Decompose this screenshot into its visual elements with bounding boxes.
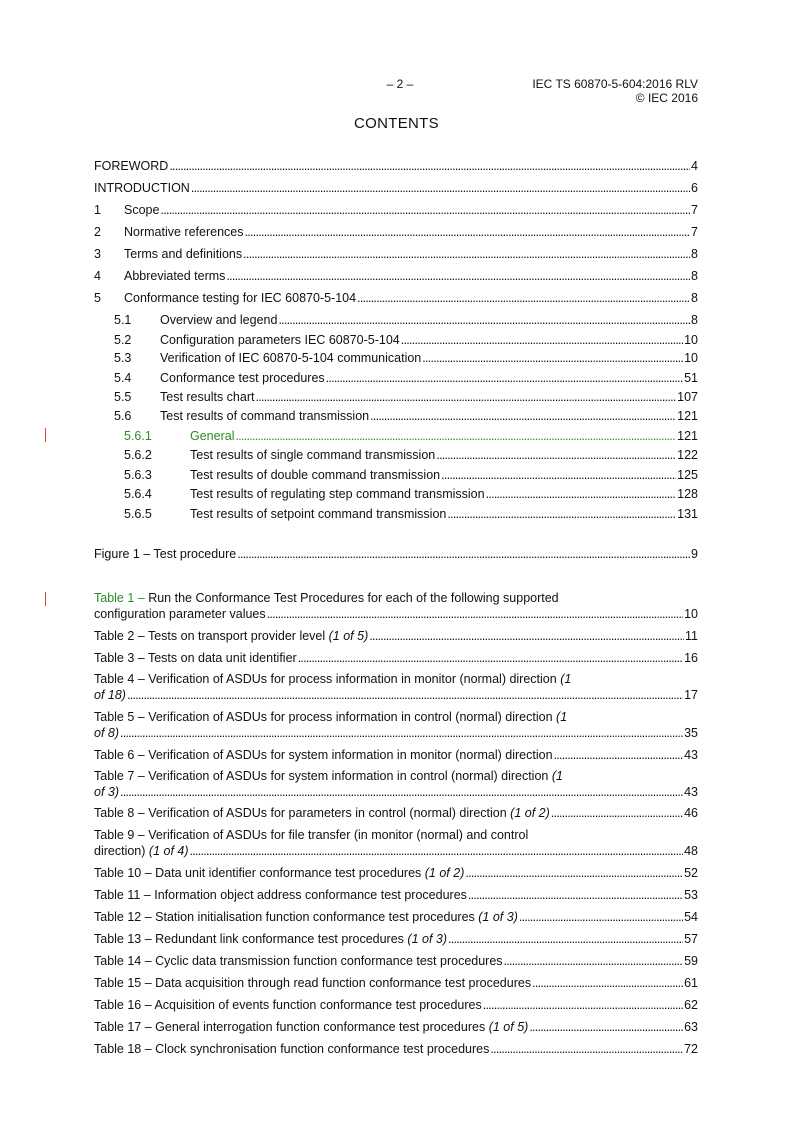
toc-page: 8 xyxy=(691,247,698,261)
leader-dots xyxy=(468,887,683,903)
table-entry-text: Table 10 – Data unit identifier conformance test procedures xyxy=(94,866,422,880)
toc-entry-5-6-5[interactable] xyxy=(124,506,698,522)
leader-dots xyxy=(357,290,690,306)
page-number: – 2 – xyxy=(386,77,414,91)
revision-change-bar xyxy=(45,592,46,606)
toc-entry-text: Test results of double command transmission xyxy=(190,468,441,482)
toc-entry-text: INTRODUCTION xyxy=(94,181,190,195)
table-entry-9[interactable] xyxy=(94,827,698,859)
leader-dots xyxy=(483,997,683,1013)
leader-dots xyxy=(243,246,690,262)
toc-entry-abbreviated-terms[interactable] xyxy=(94,268,698,284)
table-entry-text: Table 8 – Verification of ASDUs for parameters in control (normal) direction xyxy=(94,806,507,820)
toc-number: 5.3 xyxy=(114,351,132,365)
table-entry-text: Table 6 – Verification of ASDUs for system information in monitor (normal) direction xyxy=(94,748,553,762)
table-entry-text: Table 16 – Acquisition of events function conformance test procedures xyxy=(94,998,482,1012)
table-entry-part-line2: of 18) xyxy=(94,688,126,702)
toc-entry-5-6[interactable] xyxy=(114,408,698,424)
table-entry-text: Table 14 – Cyclic data transmission function conformance test procedures xyxy=(94,954,503,968)
leader-dots xyxy=(532,975,683,991)
toc-page: 7 xyxy=(691,203,698,217)
toc-page: 51 xyxy=(684,371,698,385)
toc-page: 4 xyxy=(691,159,698,173)
table-entry-prefix: Table 1 – xyxy=(94,591,145,605)
toc-entry-5-6-2[interactable] xyxy=(124,447,698,463)
table-page: 62 xyxy=(684,998,698,1012)
toc-entry-5-3[interactable] xyxy=(114,350,698,366)
table-entry-text: Table 15 – Data acquisition through read function conformance test procedures xyxy=(94,976,532,990)
figure-entry-text: Figure 1 – Test procedure xyxy=(94,547,237,561)
table-page: 72 xyxy=(684,1042,698,1056)
toc-number: 2 xyxy=(94,225,101,239)
leader-dots xyxy=(127,687,683,703)
table-entry-part: (1 of 5) xyxy=(488,1020,529,1034)
leader-dots xyxy=(551,805,683,821)
leader-dots xyxy=(120,784,683,800)
leader-dots xyxy=(267,606,683,622)
table-entry-5[interactable] xyxy=(94,709,698,741)
toc-entry-5-6-4[interactable] xyxy=(124,486,698,502)
table-page: 63 xyxy=(684,1020,698,1034)
toc-entry-text: Scope xyxy=(124,203,160,217)
toc-entry-introduction[interactable] xyxy=(94,180,698,196)
table-page: 16 xyxy=(684,651,698,665)
toc-entry-5-2[interactable] xyxy=(114,332,698,348)
table-page: 52 xyxy=(684,866,698,880)
leader-dots xyxy=(245,224,691,240)
leader-dots xyxy=(278,312,690,328)
table-entry-text: Table 18 – Clock synchronisation function conformance test procedures xyxy=(94,1042,490,1056)
toc-entry-5-4[interactable] xyxy=(114,370,698,386)
leader-dots xyxy=(554,747,684,763)
toc-entry-text: Test results of regulating step command transmission xyxy=(190,487,485,501)
table-entry-part: (1 xyxy=(560,672,572,686)
toc-entry-5-6-1[interactable] xyxy=(124,428,698,444)
table-page: 46 xyxy=(684,806,698,820)
table-entry-text: Table 11 – Information object address conformance test procedures xyxy=(94,888,467,902)
document-identifier xyxy=(532,77,698,105)
leader-dots xyxy=(422,350,683,366)
toc-page: 10 xyxy=(684,351,698,365)
toc-number: 5.6.3 xyxy=(124,468,152,482)
table-page: 43 xyxy=(684,748,698,762)
table-entry-text: Table 7 – Verification of ASDUs for system information in control (normal) direction xyxy=(94,769,549,783)
table-entry-text: Table 17 – General interrogation function conformance test procedures xyxy=(94,1020,486,1034)
table-entry-text: Table 12 – Station initialisation function conformance test procedures xyxy=(94,910,475,924)
table-entry-18[interactable] xyxy=(94,1041,698,1057)
toc-entry-foreword[interactable] xyxy=(94,158,698,174)
toc-page: 125 xyxy=(677,468,698,482)
toc-entry-text: FOREWORD xyxy=(94,159,169,173)
table-entry-12[interactable] xyxy=(94,909,698,925)
table-entry-8[interactable] xyxy=(94,805,698,821)
table-entry-text: Table 13 – Redundant link conformance test procedures xyxy=(94,932,404,946)
table-entry-16[interactable] xyxy=(94,997,698,1013)
leader-dots xyxy=(486,486,677,502)
table-entry-text: Table 3 – Tests on data unit identifier xyxy=(94,651,297,665)
leader-dots xyxy=(504,953,684,969)
toc-number: 4 xyxy=(94,269,101,283)
toc-entry-5-1[interactable] xyxy=(114,312,698,328)
toc-number: 5.6.5 xyxy=(124,507,152,521)
toc-page: 6 xyxy=(691,181,698,195)
toc-number: 5.5 xyxy=(114,390,132,404)
toc-page: 8 xyxy=(691,269,698,283)
leader-dots xyxy=(436,447,676,463)
leader-dots xyxy=(369,628,684,644)
toc-entry-text: Test results of setpoint command transmission xyxy=(190,507,447,521)
table-entry-6[interactable] xyxy=(94,747,698,763)
toc-page: 8 xyxy=(691,291,698,305)
table-entry-text-line2: direction) xyxy=(94,844,146,858)
table-entry-13[interactable] xyxy=(94,931,698,947)
leader-dots xyxy=(298,650,683,666)
table-entry-part-line2: of 3) xyxy=(94,785,120,799)
table-page: 59 xyxy=(684,954,698,968)
toc-page: 128 xyxy=(677,487,698,501)
table-entry-10[interactable] xyxy=(94,865,698,881)
figure-entry-1[interactable] xyxy=(94,546,698,562)
toc-number: 5.1 xyxy=(114,313,132,327)
table-entry-part-line2: of 8) xyxy=(94,726,120,740)
table-page: 54 xyxy=(684,910,698,924)
doc-id-line1: IEC TS 60870-5-604:2016 RLV xyxy=(532,77,698,91)
table-entry-part: (1 of 2) xyxy=(424,866,465,880)
toc-entry-conformance-testing[interactable] xyxy=(94,290,698,306)
leader-dots xyxy=(160,202,690,218)
toc-entry-text: Terms and definitions xyxy=(124,247,243,261)
toc-page: 7 xyxy=(691,225,698,239)
toc-entry-text: Verification of IEC 60870-5-104 communication xyxy=(160,351,422,365)
table-entry-text: Table 4 – Verification of ASDUs for process information in monitor (normal) direction xyxy=(94,672,557,686)
table-entry-part: (1 of 4) xyxy=(148,844,189,858)
toc-number: 5.4 xyxy=(114,371,132,385)
toc-entry-scope[interactable] xyxy=(94,202,698,218)
toc-page: 10 xyxy=(684,333,698,347)
toc-entry-5-6-3[interactable] xyxy=(124,467,698,483)
toc-entry-text: Test results of single command transmission xyxy=(190,448,436,462)
toc-page: 107 xyxy=(677,390,698,404)
table-entry-text: Table 2 – Tests on transport provider level xyxy=(94,629,326,643)
table-entry-part: (1 of 2) xyxy=(510,806,550,820)
leader-dots xyxy=(401,332,683,348)
toc-entry-text: Overview and legend xyxy=(160,313,278,327)
leader-dots xyxy=(519,909,683,925)
leader-dots xyxy=(465,865,683,881)
leader-dots xyxy=(255,389,676,405)
toc-number: 5.2 xyxy=(114,333,132,347)
table-entry-17[interactable] xyxy=(94,1019,698,1035)
toc-number: 5.6.2 xyxy=(124,448,152,462)
leader-dots xyxy=(370,408,676,424)
table-page: 10 xyxy=(684,607,698,621)
toc-entry-text: General xyxy=(190,429,235,443)
leader-dots xyxy=(490,1041,683,1057)
leader-dots xyxy=(441,467,676,483)
table-entry-part: (1 of 3) xyxy=(407,932,448,946)
toc-number: 1 xyxy=(94,203,101,217)
table-page: 48 xyxy=(684,844,698,858)
table-page: 35 xyxy=(684,726,698,740)
leader-dots xyxy=(191,180,690,196)
leader-dots xyxy=(190,843,684,859)
leader-dots xyxy=(235,428,676,444)
table-page: 17 xyxy=(684,688,698,702)
table-entry-2[interactable] xyxy=(94,628,698,644)
toc-page: 121 xyxy=(677,409,698,423)
table-page: 53 xyxy=(684,888,698,902)
table-entry-4[interactable] xyxy=(94,671,698,703)
table-entry-text-line2: configuration parameter values xyxy=(94,607,266,621)
leader-dots xyxy=(226,268,690,284)
table-entry-7[interactable] xyxy=(94,768,698,800)
table-entry-part: (1 of 5) xyxy=(328,629,369,643)
table-page: 43 xyxy=(684,785,698,799)
toc-entry-text: Test results chart xyxy=(160,390,255,404)
toc-number: 3 xyxy=(94,247,101,261)
revision-change-bar xyxy=(45,428,46,442)
toc-page: 8 xyxy=(691,313,698,327)
table-page: 11 xyxy=(685,629,698,643)
table-entry-1[interactable] xyxy=(94,590,698,622)
toc-entry-normative-references[interactable] xyxy=(94,224,698,240)
toc-page: 121 xyxy=(677,429,698,443)
toc-number: 5.6 xyxy=(114,409,132,423)
table-entry-text: Run the Conformance Test Procedures for each of the following supported xyxy=(144,591,559,605)
table-entry-3[interactable] xyxy=(94,650,698,666)
toc-number: 5 xyxy=(94,291,101,305)
toc-entry-5-5[interactable] xyxy=(114,389,698,405)
table-entry-part: (1 of 3) xyxy=(478,910,518,924)
leader-dots xyxy=(237,546,690,562)
table-page: 57 xyxy=(684,932,698,946)
figure-page: 9 xyxy=(691,547,698,561)
toc-entry-text: Test results of command transmission xyxy=(160,409,370,423)
doc-id-line2: © IEC 2016 xyxy=(635,91,698,105)
table-entry-text: Table 9 – Verification of ASDUs for file transfer (in monitor (normal) and control xyxy=(94,828,529,842)
toc-page: 131 xyxy=(677,507,698,521)
leader-dots xyxy=(326,370,683,386)
contents-title: CONTENTS xyxy=(354,115,439,132)
toc-page: 122 xyxy=(677,448,698,462)
leader-dots xyxy=(169,158,690,174)
toc-entry-text: Abbreviated terms xyxy=(124,269,226,283)
toc-entry-text: Conformance test procedures xyxy=(160,371,325,385)
toc-entry-text: Configuration parameters IEC 60870-5-104 xyxy=(160,333,400,347)
toc-number: 5.6.4 xyxy=(124,487,152,501)
toc-entry-text: Conformance testing for IEC 60870-5-104 xyxy=(124,291,357,305)
leader-dots xyxy=(448,931,683,947)
toc-number: 5.6.1 xyxy=(124,429,152,443)
table-entry-text: Table 5 – Verification of ASDUs for process information in control (normal) direction xyxy=(94,710,553,724)
table-entry-11[interactable] xyxy=(94,887,698,903)
table-entry-part: (1 xyxy=(556,710,568,724)
table-entry-14[interactable] xyxy=(94,953,698,969)
leader-dots xyxy=(529,1019,683,1035)
toc-entry-terms[interactable] xyxy=(94,246,698,262)
table-entry-15[interactable] xyxy=(94,975,698,991)
table-entry-part: (1 xyxy=(551,769,563,783)
toc-entry-text: Normative references xyxy=(124,225,244,239)
table-page: 61 xyxy=(684,976,698,990)
leader-dots xyxy=(120,725,683,741)
leader-dots xyxy=(447,506,676,522)
